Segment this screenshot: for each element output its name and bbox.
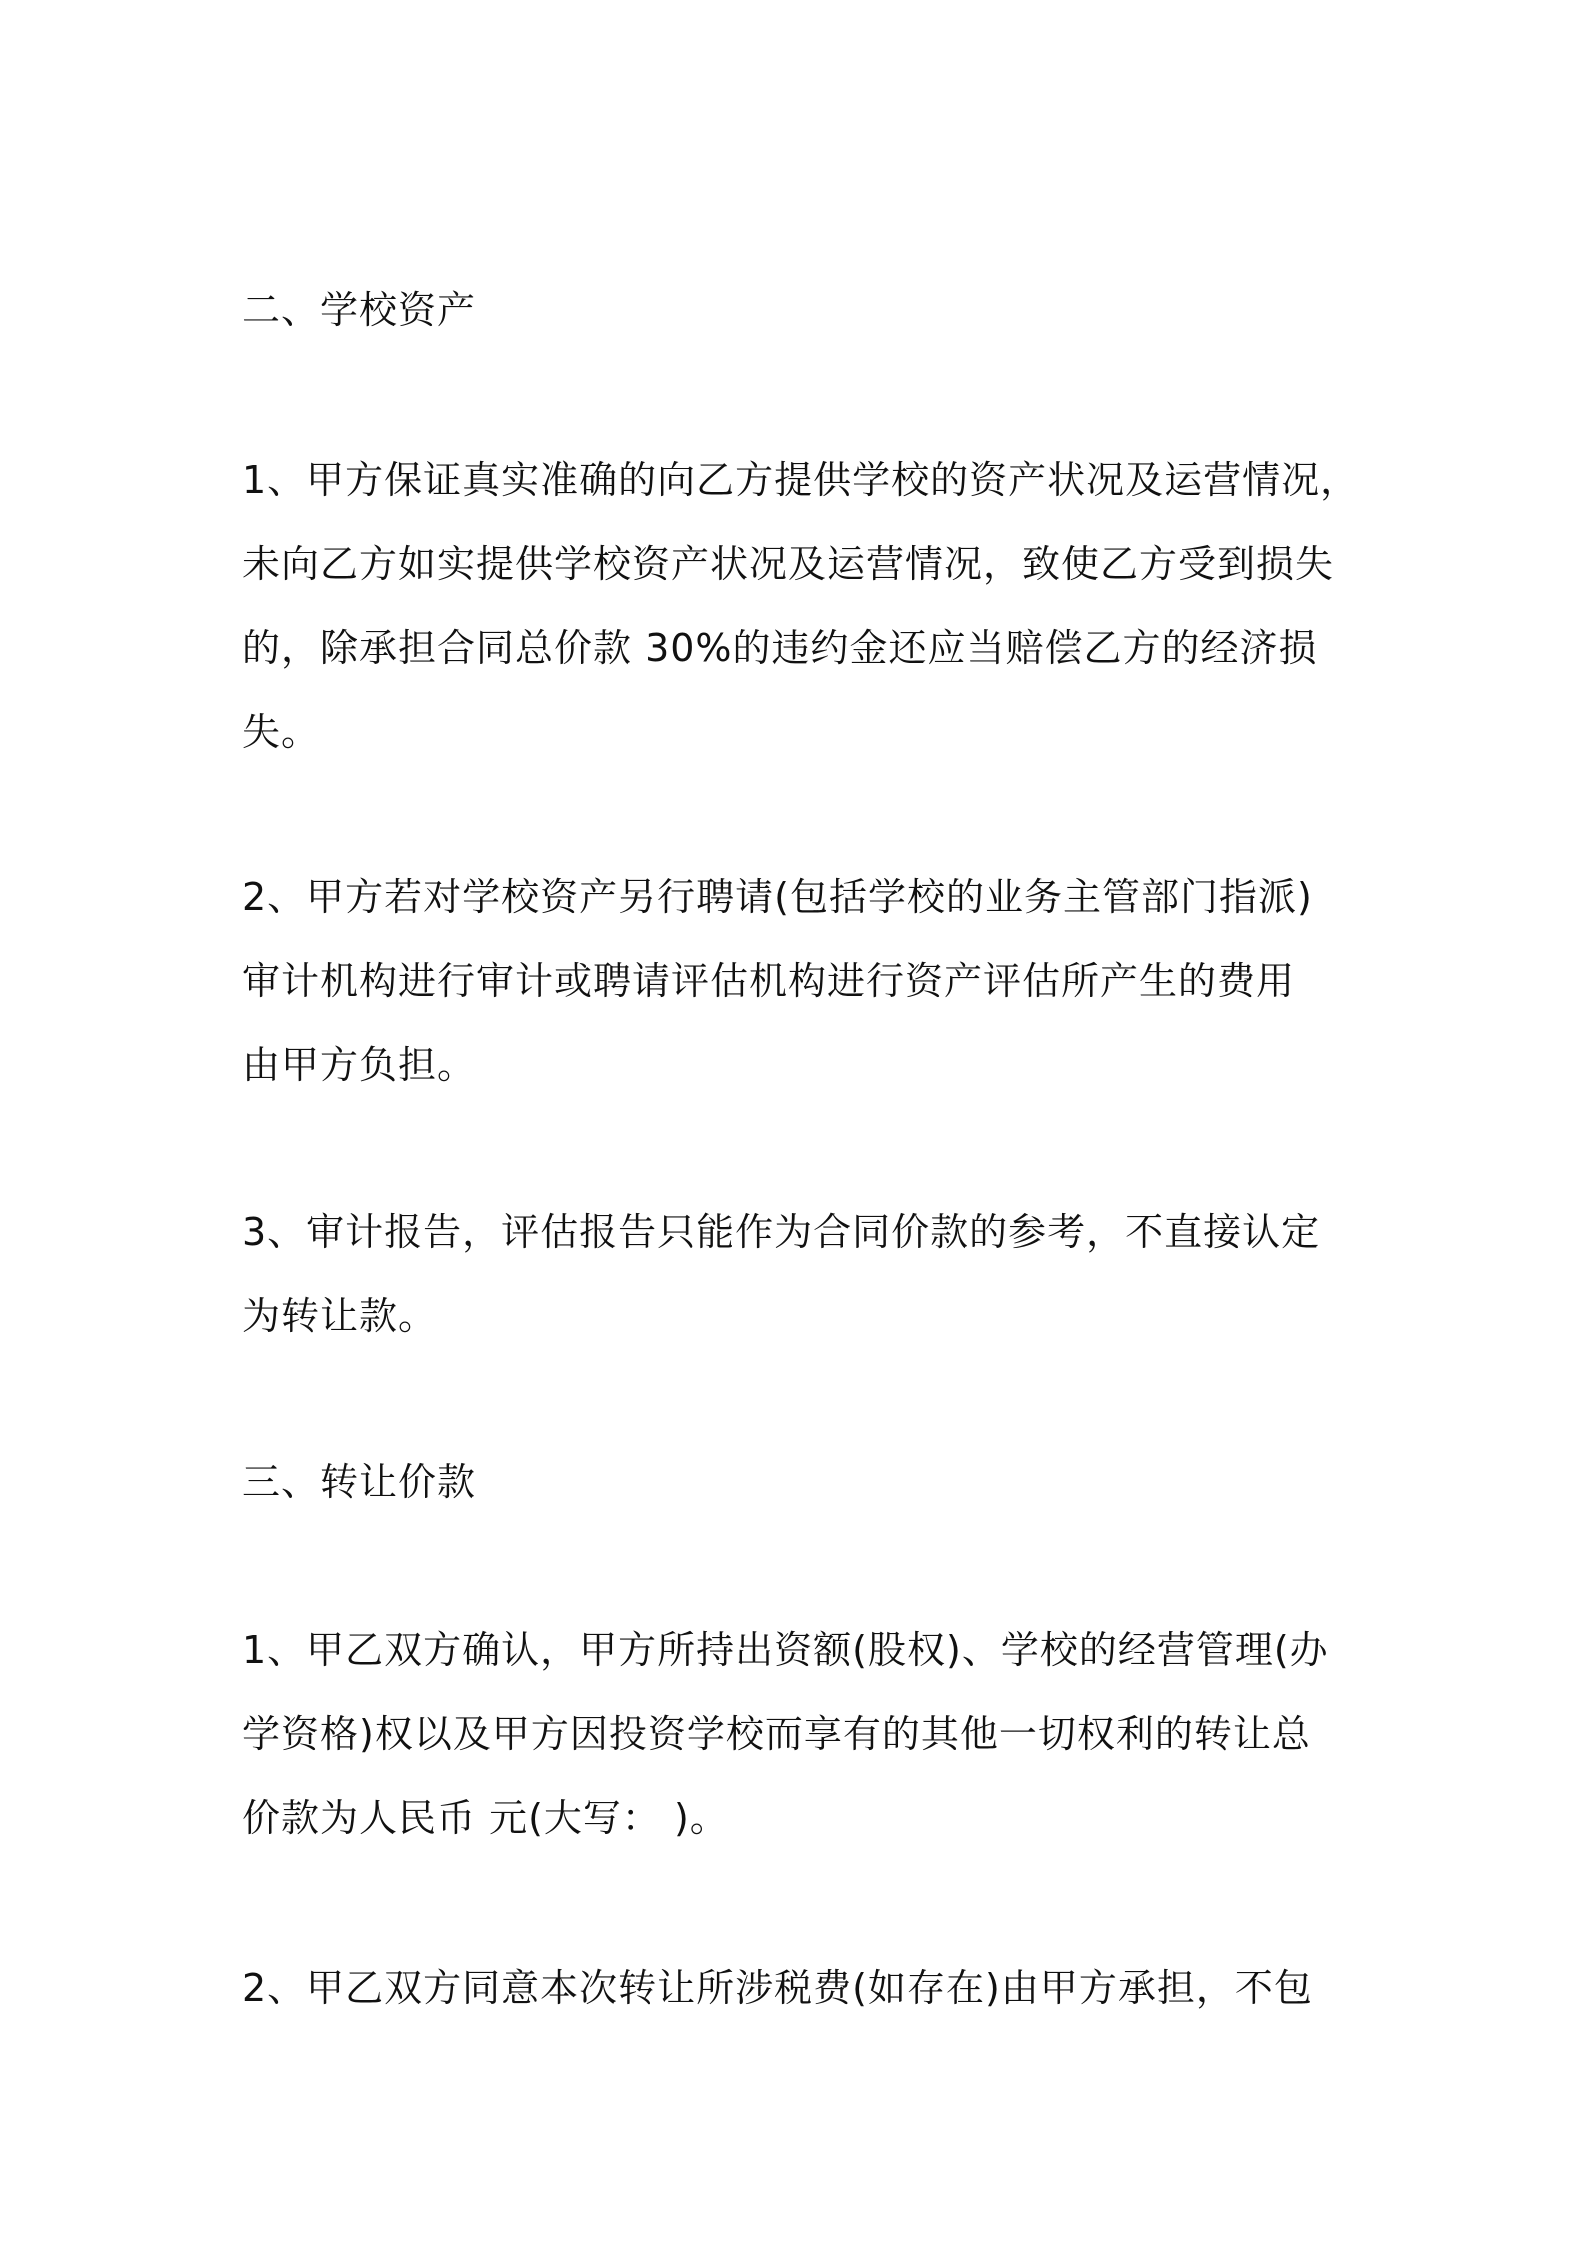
clause-line: 3、审计报告，评估报告只能作为合同价款的参考，不直接认定 [242,1210,1321,1254]
clause-line: 审计机构进行审计或聘请评估机构进行资产评估所产生的费用 [242,959,1296,1003]
clause-line: 2、甲方若对学校资产另行聘请(包括学校的业务主管部门指派) [242,875,1313,919]
section-heading-school-assets [242,268,1362,352]
clause-line: 价款为人民币 元(大写： )。 [242,1796,729,1840]
clause-line: 1、甲方保证真实准确的向乙方提供学校的资产状况及运营情况， [242,458,1360,502]
clause-2-1 [242,438,1362,774]
heading-text: 二、学校资产 [242,288,477,332]
clause-2-3 [242,1190,1362,1358]
heading-text: 三、转让价款 [242,1460,477,1504]
clause-line: 未向乙方如实提供学校资产状况及运营情况，致使乙方受到损失 [242,542,1335,586]
section-heading-transfer-price [242,1440,1362,1524]
clause-line: 1、甲乙双方确认，甲方所持出资额(股权)、学校的经营管理(办 [242,1628,1329,1672]
clause-line: 由甲方负担。 [242,1043,477,1087]
clause-line: 为转让款。 [242,1294,438,1338]
clause-line: 失。 [242,710,321,754]
clause-line: 学资格)权以及甲方因投资学校而享有的其他一切权利的转让总 [242,1712,1311,1756]
clause-2-2 [242,855,1362,1107]
clause-3-1 [242,1608,1362,1860]
clause-3-2 [242,1946,1362,2030]
clause-line: 的，除承担合同总价款 30%的违约金还应当赔偿乙方的经济损 [242,626,1318,670]
clause-line: 2、甲乙双方同意本次转让所涉税费(如存在)由甲方承担，不包 [242,1966,1313,2010]
